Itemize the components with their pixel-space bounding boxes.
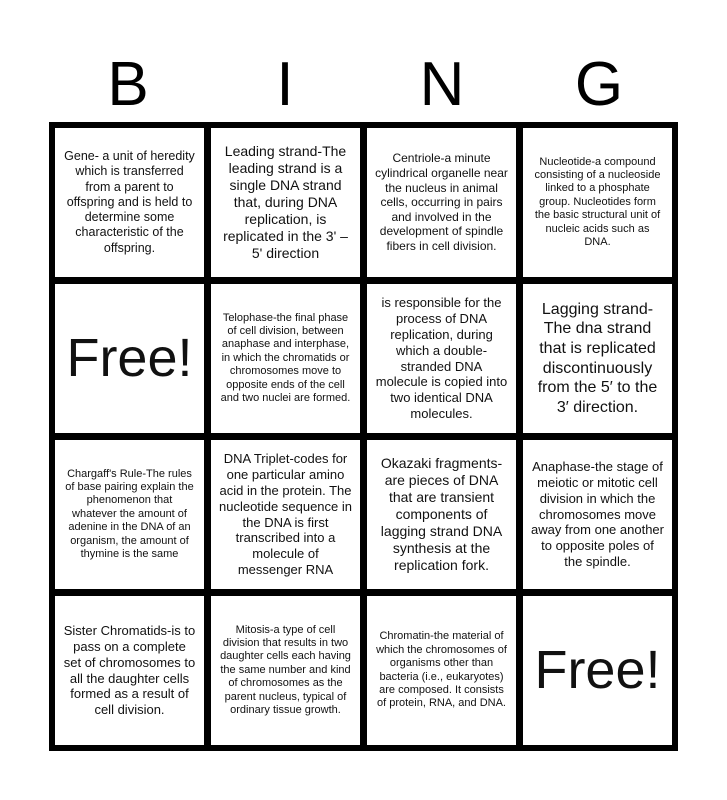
cell-text: Telophase-the final phase of cell division, between anaphase and interphase, in which the chromatids or chromosomes move to opposite ends of the cell and two nuclei are formed.	[220, 311, 351, 405]
bingo-cell-r3-c2[interactable]	[211, 440, 360, 589]
bingo-cell-r3-c3[interactable]	[367, 440, 516, 589]
free-space-text: Free!	[534, 639, 661, 700]
header-letter-g: G	[574, 50, 624, 119]
bingo-header	[50, 50, 677, 120]
bingo-cell-r4-c4-free[interactable]	[523, 596, 672, 745]
bingo-cell-r2-c1-free[interactable]	[55, 284, 204, 433]
bingo-cell-r1-c4[interactable]	[523, 128, 672, 277]
bingo-cell-r1-c1[interactable]	[55, 128, 204, 277]
cell-text: Lagging strand-The dna strand that is replicated discontinuously from the 5′ to the 3′ direction.	[537, 300, 658, 416]
cell-text: Chargaff's Rule-The rules of base pairing explain the phenomenon that whatever the amount of adenine in the DNA of an organism, the amount of thymine is the same	[65, 467, 194, 561]
bingo-cell-r2-c3[interactable]	[367, 284, 516, 433]
cell-text: Centriole-a minute cylindrical organelle near the nucleus in animal cells, occurring in pairs and involved in the development of spindle fibers in cell division.	[375, 151, 508, 254]
header-letter-b: B	[107, 50, 149, 119]
cell-text: Gene- a unit of heredity which is transferred from a parent to offspring and is held to determine some characteristic of the offspring.	[64, 149, 195, 255]
cell-text: Anaphase-the stage of meiotic or mitotic cell division in which the chromosomes move away from one another to opposite poles of the spindle.	[531, 458, 664, 570]
bingo-cell-r3-c4[interactable]	[523, 440, 672, 589]
bingo-cell-r4-c2[interactable]	[211, 596, 360, 745]
cell-text: DNA Triplet-codes for one particular amino acid in the protein. The nucleotide sequence in the DNA is first transcribed into a molecule of messenger RNA	[219, 451, 352, 578]
bingo-cell-r2-c4[interactable]	[523, 284, 672, 433]
free-space-text: Free!	[66, 327, 193, 388]
header-letter-n: N	[419, 50, 465, 119]
cell-text: Nucleotide-a compound consisting of a nucleoside linked to a phosphate group. Nucleotides form the basic structural unit of nucleic acids such as DNA.	[534, 155, 661, 249]
bingo-cell-r3-c1[interactable]	[55, 440, 204, 589]
bingo-cell-r1-c3[interactable]	[367, 128, 516, 277]
bingo-cell-r4-c3[interactable]	[367, 596, 516, 745]
header-letter-i: I	[276, 50, 294, 119]
cell-text: Chromatin-the material of which the chromosomes of organisms other than bacteria (i.e., eukaryotes) are composed. It consists of protein, RNA, and DNA.	[376, 630, 507, 710]
bingo-cell-r4-c1[interactable]	[55, 596, 204, 745]
cell-text: Mitosis-a type of cell division that results in two daughter cells each having the same number and kind of chromosomes as the parent nucleus, typical of ordinary tissue growth.	[220, 623, 351, 717]
bingo-cell-r1-c2[interactable]	[211, 128, 360, 277]
cell-text: Sister Chromatids-is to pass on a complete set of chromosomes to all the daughter cells formed as a result of cell division.	[63, 622, 196, 718]
bingo-grid	[49, 122, 678, 751]
bingo-cell-r2-c2[interactable]	[211, 284, 360, 433]
cell-text: is responsible for the process of DNA replication, during which a double-stranded DNA molecule is copied into two identical DNA molecules.	[375, 295, 508, 422]
cell-text: Okazaki fragments-are pieces of DNA that are transient components of lagging strand DNA synthesis at the replication fork.	[380, 454, 503, 574]
cell-text: Leading strand-The leading strand is a single DNA strand that, during DNA replication, is replicated in the 3' – 5' direction	[223, 142, 348, 262]
